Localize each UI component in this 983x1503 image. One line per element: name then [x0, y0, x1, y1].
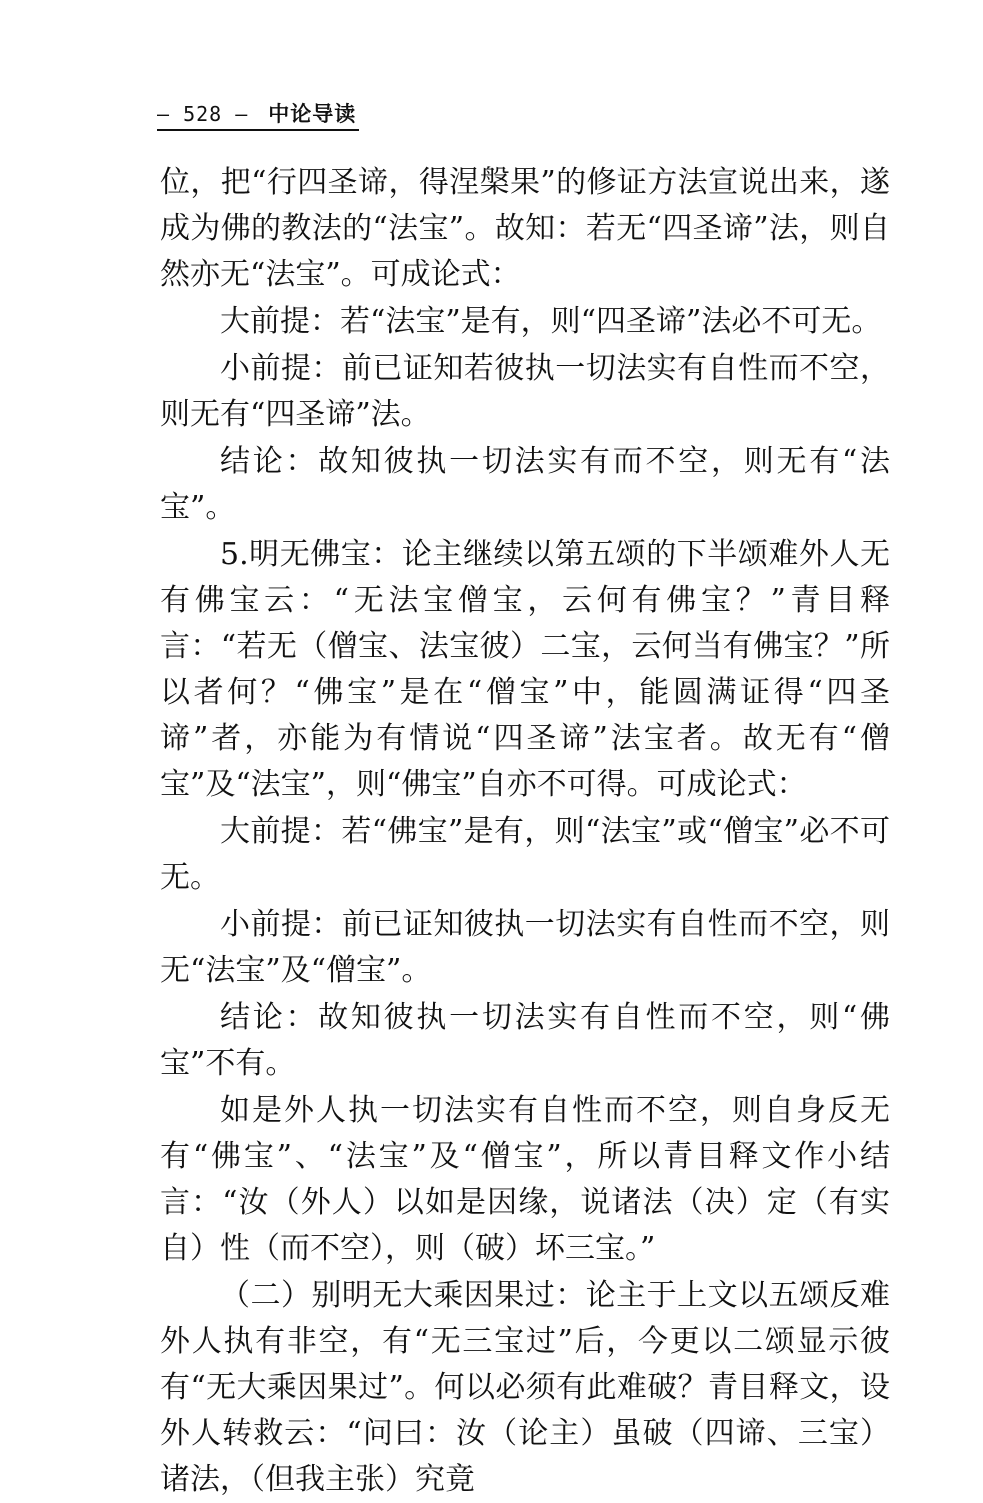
paragraph: （二）别明无大乘因果过：论主于上文以五颂反难外人执有非空，有“无三宝过”后，今更以二颂显示彼有“无大乘因果过”。何以必须有此难破？青目释文，设外人转救云：“问曰：汝（论主）虽破（四谛、三宝）诸法，（但我主张）究竟: [160, 1278, 890, 1497]
paragraph: 结论：故知彼执一切法实有自性而不空，则“佛宝”不有。: [160, 1000, 890, 1081]
paragraph: 小前提：前已证知彼执一切法实有自性而不空，则无“法宝”及“僧宝”。: [160, 907, 890, 988]
paragraph: 5.明无佛宝：论主继续以第五颂的下半颂难外人无有佛宝云：“无法宝僧宝，云何有佛宝？”青目释言：“若无（僧宝、法宝彼）二宝，云何当有佛宝？”所以者何？“佛宝”是在“僧宝”中，能圆满证得“四圣谛”者，亦能为有情说“四圣谛”法宝者。故无有“僧宝”及“法宝”，则“佛宝”自亦不可得。可成论式：: [160, 537, 890, 802]
paragraph: 大前提：若“法宝”是有，则“四圣谛”法必不可无。: [220, 304, 882, 339]
paragraph: 位，把“行四圣谛，得涅槃果”的修证方法宣说出来，遂成为佛的教法的“法宝”。故知：若无“四圣谛”法，则自然亦无“法宝”。可成论式：: [160, 165, 890, 292]
paragraph: 结论：故知彼执一切法实有而不空，则无有“法宝”。: [160, 444, 890, 525]
running-header: [157, 98, 356, 128]
page-number: — 528 —: [157, 102, 249, 126]
header-underline: [157, 129, 359, 131]
paragraph: 小前提：前已证知若彼执一切法实有自性而不空，则无有“四圣谛”法。: [160, 351, 890, 432]
paragraph: 如是外人执一切法实有自性而不空，则自身反无有“佛宝”、“法宝”及“僧宝”，所以青目释文作小结言：“汝（外人）以如是因缘，说诸法（决）定（有实自）性（而不空），则（破）坏三宝。”: [160, 1093, 890, 1266]
body-text: [160, 160, 890, 1503]
book-title: 中论导读: [268, 102, 357, 126]
paragraph: 大前提：若“佛宝”是有，则“法宝”或“僧宝”必不可无。: [160, 814, 890, 895]
